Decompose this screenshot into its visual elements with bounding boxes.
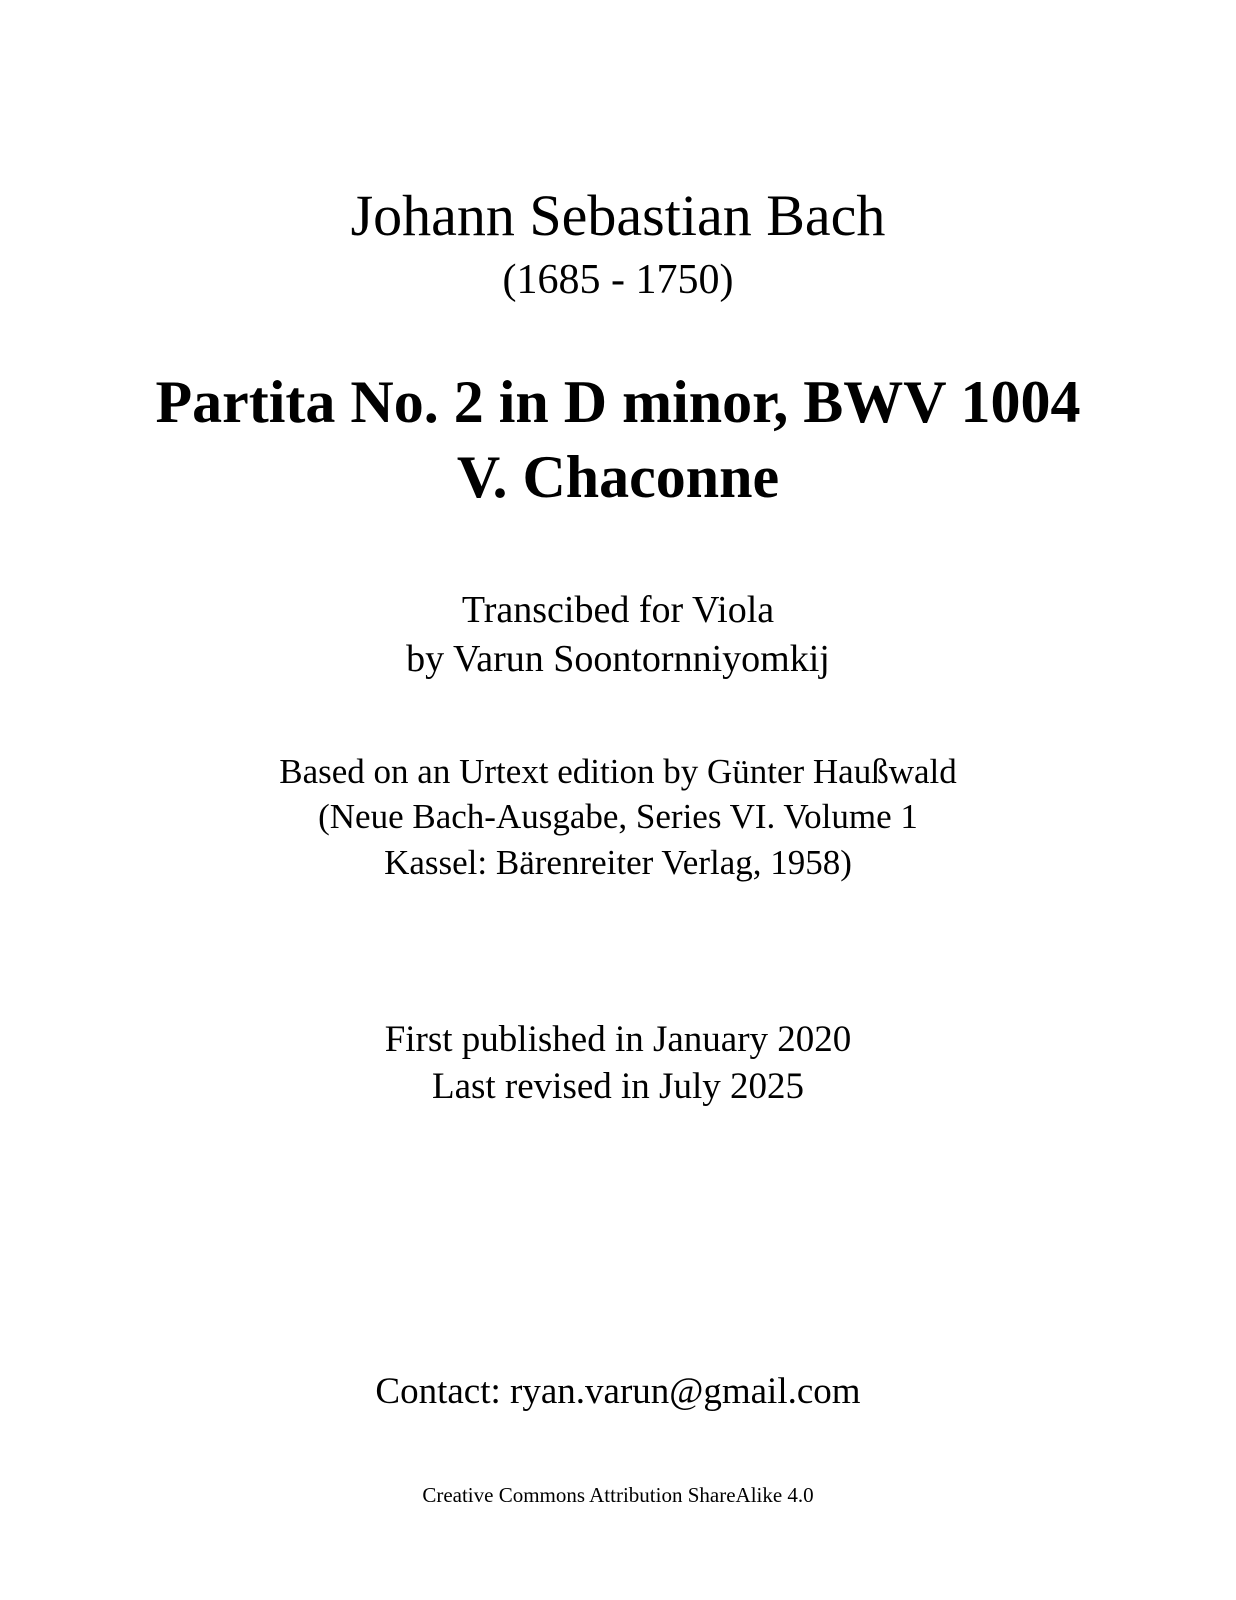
work-title: Partita No. 2 in D minor, BWV 1004 bbox=[155, 369, 1081, 435]
transcription-instrument: Transcibed for Viola bbox=[461, 589, 775, 631]
last-revised: Last revised in July 2025 bbox=[431, 1066, 804, 1107]
license-notice: Creative Commons Attribution ShareAlike 4.0 bbox=[422, 1483, 814, 1507]
movement-title: V. Chaconne bbox=[456, 444, 780, 510]
composer-name: Johann Sebastian Bach bbox=[350, 183, 886, 248]
source-edition: Based on an Urtext edition by Günter Haußwald bbox=[279, 752, 957, 791]
transcriber-name: by Varun Soontornniyomkij bbox=[406, 638, 830, 680]
contact-email: Contact: ryan.varun@gmail.com bbox=[375, 1371, 861, 1412]
composer-dates: (1685 - 1750) bbox=[502, 257, 734, 303]
source-series: (Neue Bach-Ausgabe, Series VI. Volume 1 bbox=[318, 797, 918, 836]
source-publisher: Kassel: Bärenreiter Verlag, 1958) bbox=[384, 843, 852, 882]
first-published: First published in January 2020 bbox=[384, 1019, 852, 1060]
